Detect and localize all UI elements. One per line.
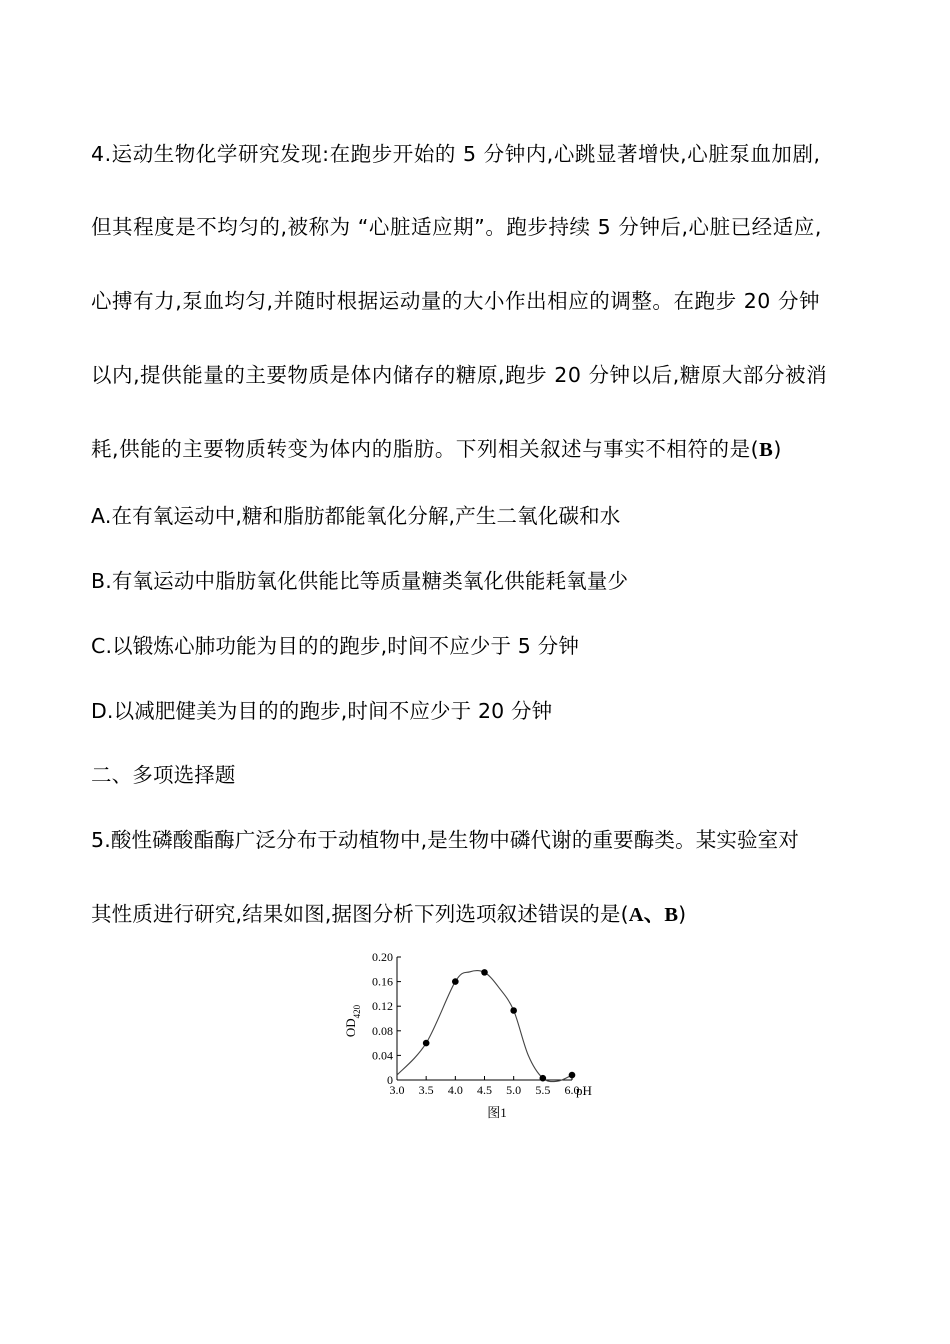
y-tick-label: 0.08 [372, 1023, 393, 1038]
y-axis-label-main: OD [343, 1018, 358, 1038]
data-point [510, 1007, 517, 1014]
y-tick-label: 0.12 [372, 999, 393, 1014]
q4-line-5 [91, 432, 782, 462]
y-axis-label [343, 1004, 362, 1037]
y-tick-label: 0.04 [372, 1048, 393, 1063]
x-tick-label: 5.5 [535, 1083, 551, 1097]
q5-stem-end: 其性质进行研究,结果如图,据图分析下列选项叙述错误的是( [91, 902, 629, 926]
data-point [569, 1072, 576, 1079]
option-c: C.以锻炼心肺功能为目的的跑步,时间不应少于 5 分钟 [91, 634, 579, 658]
data-points [423, 969, 575, 1081]
figure-caption: 图1 [487, 1105, 507, 1120]
option-d: D.以减肥健美为目的的跑步,时间不应少于 20 分钟 [91, 699, 553, 723]
y-tick-label: 0.20 [372, 950, 393, 964]
option-a: A.在有氧运动中,糖和脂肪都能氧化分解,产生二氧化碳和水 [91, 504, 621, 528]
q4-line-4: 以内,提供能量的主要物质是体内储存的糖原,跑步 20 分钟以后,糖原大部分被消 [91, 363, 828, 387]
x-axis-label: pH [576, 1083, 592, 1098]
q4-stem-end: 耗,供能的主要物质转变为体内的脂肪。下列相关叙述与事实不相符的是( [91, 437, 760, 461]
od-ph-chart [340, 945, 620, 1130]
x-tick-label: 6.0 [564, 1083, 580, 1097]
q4-line-2: 但其程度是不均匀的,被称为 “心脏适应期”。跑步持续 5 分钟后,心脏已经适应, [91, 215, 822, 239]
y-tick-label: 0 [387, 1073, 393, 1087]
x-tick-label: 4.5 [477, 1083, 492, 1097]
option-b: B.有氧运动中脂肪氧化供能比等质量糖类氧化供能耗氧量少 [91, 569, 629, 593]
q5-line-2 [91, 897, 686, 927]
x-ticks [390, 1076, 580, 1097]
x-tick-label: 3.5 [418, 1083, 434, 1097]
data-point [540, 1075, 547, 1082]
data-point [423, 1040, 430, 1047]
q5-line-1: 5.酸性磷酸酯酶广泛分布于动植物中,是生物中磷代谢的重要酶类。某实验室对 [91, 828, 799, 852]
q5-close-paren: ) [678, 902, 687, 926]
y-tick-label: 0.16 [372, 974, 393, 989]
q4-answer: B [759, 439, 774, 461]
x-tick-label: 3.0 [389, 1083, 405, 1097]
y-axis-label-sub: 420 [352, 1004, 362, 1019]
section-title: 二、多项选择题 [91, 763, 236, 787]
q5-answer: A、B [628, 904, 679, 926]
q4-close-paren: ) [773, 437, 782, 461]
fitted-curve [397, 970, 572, 1081]
data-point [452, 978, 459, 985]
x-tick-label: 4.0 [447, 1083, 463, 1097]
q4-line-3: 心搏有力,泵血均匀,并随时根据运动量的大小作出相应的调整。在跑步 20 分钟 [91, 289, 821, 313]
x-tick-label: 5.0 [506, 1083, 522, 1097]
q4-line-1: 4.运动生物化学研究发现:在跑步开始的 5 分钟内,心跳显著增快,心脏泵血加剧, [91, 142, 821, 166]
data-point [481, 969, 488, 976]
